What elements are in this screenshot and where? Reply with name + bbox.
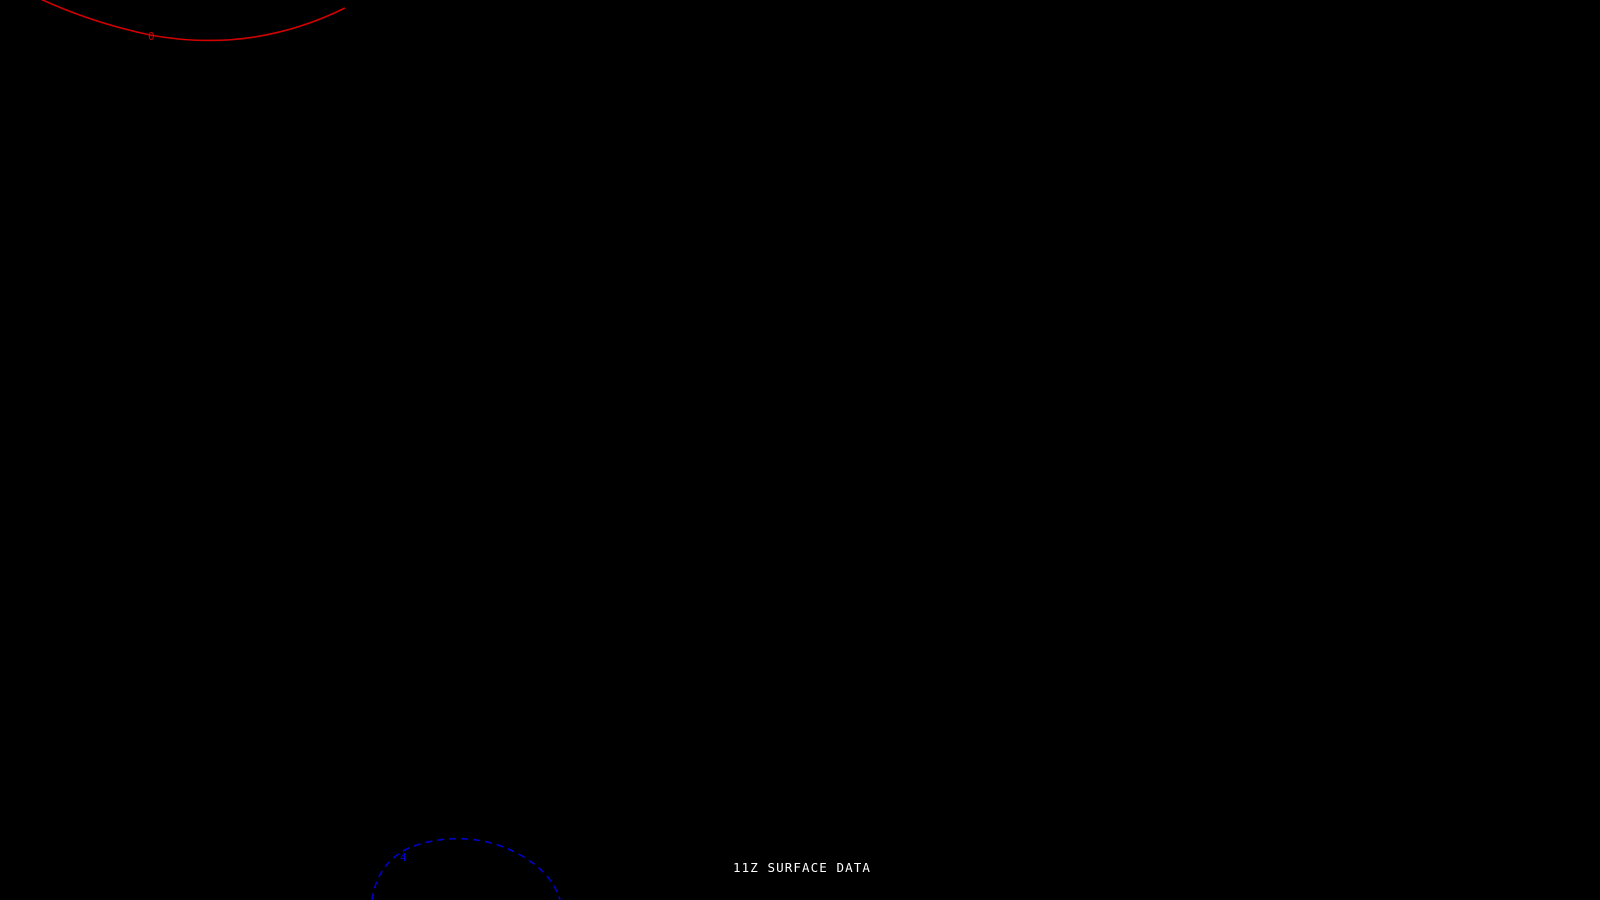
isobar-label-red: 0 (148, 30, 155, 43)
isobar-label-blue: 4 (400, 851, 407, 864)
map-caption: 11Z SURFACE DATA (733, 860, 872, 875)
